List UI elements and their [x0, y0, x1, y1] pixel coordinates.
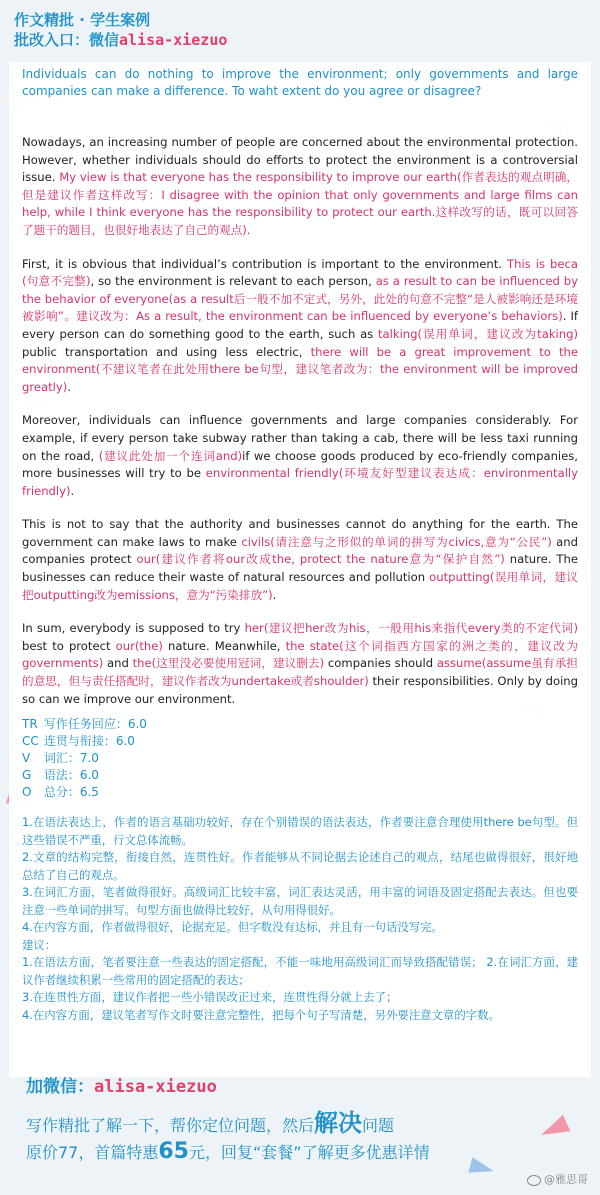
score-label: 写作任务回应：6.0 — [43, 717, 147, 731]
score-code: TR — [22, 717, 38, 731]
score-label: 连贯与衔接：6.0 — [43, 734, 135, 748]
essay-text: First, it is obvious that individual’s contribution is important to the environment. — [22, 256, 508, 271]
correction-note: assume(assume虽有承担的意思，但与责任搭配时，建议作者改为undertake或者shoulder) — [22, 656, 578, 689]
essay-text: nature. The businesses can reduce their waste of natural resources and pollution — [22, 552, 578, 585]
feedback-item: 3.在词汇方面，笔者做得很好。高级词汇比较丰富，词汇表达灵活，用丰富的词语及固定搭配去表达。但也要注意一些单词的拼写。句型方面也做得比较好，从句用得很好。 — [22, 885, 578, 917]
promo-wechat-id[interactable]: alisa-xiezuo — [94, 1077, 217, 1097]
essay-text: nature. Meanwhile, — [162, 638, 286, 653]
essay-text: companies should — [324, 656, 437, 671]
score-code: G — [22, 768, 32, 782]
essay-text: Nowadays, an increasing number of people are concerned about the environmental protection. However, whether individuals should do efforts to protect the environment is a controversial issue. — [22, 135, 578, 185]
correction-note: our(建议作者将our改成the, protect the nature意为“保护自然”) — [136, 552, 505, 567]
essay-text: In sum, everybody is supposed to try — [22, 621, 245, 636]
score-label: 总分：6.5 — [43, 785, 99, 799]
essay-text: . — [272, 587, 277, 602]
essay-paragraph-5 — [22, 620, 578, 708]
promo-price: 65 — [158, 1139, 189, 1164]
entry-prefix: 批改入口：微信 — [14, 31, 120, 49]
correction-note: the(这里没必要使用冠词，建议删去) — [132, 656, 325, 671]
score-row — [22, 750, 322, 767]
essay-text: their responsibilities. Only by doing so can we improve our environment. — [22, 674, 578, 706]
score-row — [22, 767, 322, 784]
watermark — [527, 1171, 588, 1187]
correction-note: (建议此处加一个连词and) — [98, 448, 243, 463]
correction-note: our(the) — [115, 638, 163, 653]
score-label: 语法：6.0 — [43, 768, 99, 782]
essay-text: if we choose goods produced by eco-friendly companies, more businesses will try to be — [22, 448, 578, 481]
weibo-icon — [527, 1175, 541, 1186]
suggestion-item: 3.在连贯性方面，建议作者把一些小错误改正过来，连贯性得分就上去了； — [22, 990, 398, 1004]
essay-text: and companies protect — [22, 534, 578, 567]
essay-text: Moreover, individuals can influence governments and large companies considerably. For example, if every person take subway rather than taking a cab, there will be less taxi running on the road, — [22, 413, 578, 463]
suggestion-item: 1.在语法方面，笔者要注意一些表达的固定搭配，不能一味地用高级词汇而导致搭配错误； 2.在词汇方面，建议作者继续积累一些常用的固定搭配的表达； — [22, 955, 578, 987]
score-row — [22, 784, 322, 801]
essay-text: . — [67, 379, 71, 394]
entry-line — [14, 30, 227, 50]
essay-paragraph-3 — [22, 412, 578, 500]
essay-body — [22, 134, 578, 724]
correction-note: civils(请注意与之形似的单词的拼写为civics,意为“公民”) — [241, 534, 552, 549]
essay-prompt: Individuals can do nothing to improve the environment; only governments and large companies can make a difference. To waht extent do you agree or disagree? — [22, 67, 578, 98]
score-list — [22, 716, 322, 801]
feedback-item: 4.在内容方面，作者做得很好，论据充足。但字数没有达标，并且有一句话没写完。 — [22, 920, 443, 934]
correction-note: her(建议把her改为his，一般用his来指代every类的不定代词) — [244, 621, 578, 636]
correction-note: there will be a great improvement to the environment(不建议笔者在此处用there be句型，建议笔者改为：the environment will be improved greatly) — [22, 344, 578, 394]
feedback-item: 2.文章的结构完整，衔接自然，连贯性好。作者能够从不同论据去论述自己的观点，结尾也做得很好，很好地总结了自己的观点。 — [22, 850, 578, 882]
promo-line-2-text: 原价77，首篇特惠 — [26, 1143, 159, 1162]
essay-text: best to protect — [22, 638, 116, 653]
correction-note: as a result to can be influenced by the behavior of everyone(as a result后一般不加不定式，另外，此处的句意不完整“是人被影响还是环境被影响”。建议改为：As a result, the environment can be influenced by everyone’s behaviors) — [22, 274, 579, 324]
essay-text: , so the environment is relevant to each person, — [90, 274, 376, 289]
promo-line-1 — [26, 1110, 586, 1139]
score-row — [22, 733, 322, 750]
page-title: 作文精批 · 学生案例 — [14, 11, 151, 29]
correction-note: This is beca (句意不完整) — [22, 256, 578, 289]
suggestion-heading: 建议： — [22, 937, 57, 952]
promo-line-2-tail: 元，回复“套餐”了解更多优惠详情 — [189, 1143, 430, 1162]
score-code: V — [22, 751, 31, 765]
correction-note: environmental friendly(环境友好型建议表达成：environmentally friendly) — [22, 466, 578, 498]
correction-note: talking(误用单词，建议改为taking) — [378, 326, 579, 341]
correction-note: the state(这个词指西方国家的洲之类的，建议改为governments) — [22, 638, 579, 671]
promo-line-2 — [26, 1139, 586, 1166]
essay-text: . If every person can do something good to the earth, such as — [22, 309, 578, 341]
feedback-item: 1.在语法表达上，作者的语言基础功较好，存在个别错误的语法表达，作者要注意合理使用there be句型。但这些错误不严重，行文总体流畅。 — [22, 815, 578, 847]
promo-wechat-prefix: 加微信： — [26, 1077, 94, 1097]
score-code: O — [22, 785, 32, 799]
essay-paragraph-1 — [22, 134, 578, 240]
score-row — [22, 716, 322, 733]
promo-line-1-text: 写作精批了解一下，帮你定位问题，然后 — [26, 1116, 315, 1135]
promo-line-1-highlight: 解决 — [314, 1109, 363, 1137]
feedback-section — [22, 814, 578, 1024]
essay-text: This is not to say that the authority and businesses cannot do anything for the earth. The government can make laws to make — [22, 517, 578, 549]
essay-text: and — [103, 656, 133, 671]
essay-text: public transportation and using less electric, — [22, 344, 311, 359]
essay-paragraph-2 — [22, 256, 578, 397]
score-label: 词汇：7.0 — [43, 751, 99, 765]
suggestion-item: 4.在内容方面，建议笔者写作文时要注意完整性，把每个句子写清楚，另外要注意文章的字数。 — [22, 1007, 500, 1022]
promo-line-1-tail: 问题 — [362, 1116, 395, 1135]
wechat-id: alisa-xiezuo — [119, 31, 228, 49]
page-header — [14, 10, 227, 50]
correction-note: outputting(误用单词，建议把outputting改为emissions，意为“污染排放”) — [22, 570, 578, 602]
score-code: CC — [22, 734, 39, 748]
correction-note: My view is that everyone has the responsibility to improve our earth(作者表达的观点明确，但是建议作者这样改写：I disagree with the opinion that only governments and large films can help, while I think everyone has the responsibility to protect our earth.这样改写的话，既可以回答了题干的题目，也很好地表达了自己的观点). — [22, 170, 579, 237]
promo-section — [26, 1074, 586, 1166]
watermark-text: @雅思哥 — [544, 1173, 588, 1186]
promo-wechat-line — [26, 1074, 586, 1100]
essay-text: . — [70, 483, 75, 498]
essay-paragraph-4 — [22, 516, 578, 604]
